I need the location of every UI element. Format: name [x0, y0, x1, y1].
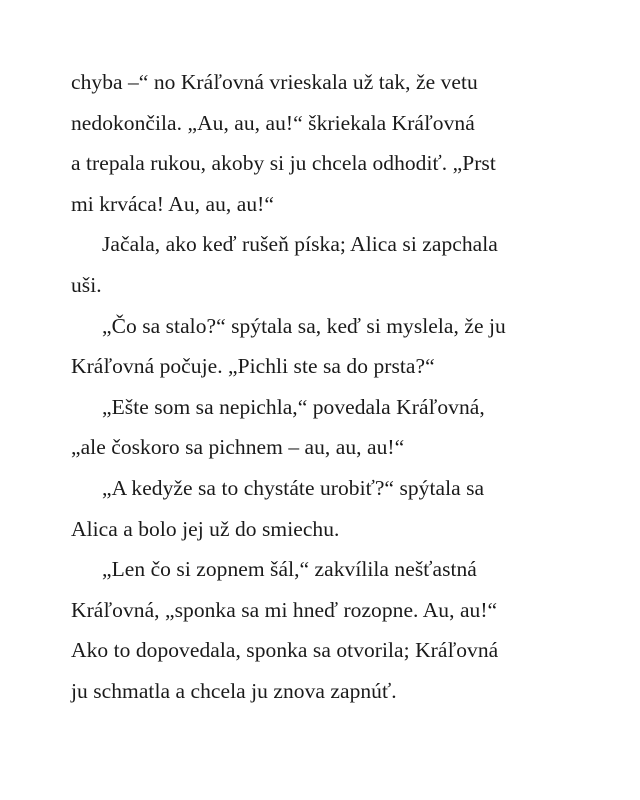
- text-line: a trepala rukou, akoby si ju chcela odhodiť. „Prst: [71, 151, 496, 176]
- text-line: chyba –“ no Kráľovná vrieskala už tak, že vetu: [71, 70, 478, 94]
- text-line: Ako to dopovedala, sponka sa otvorila; Kráľovná: [71, 638, 499, 663]
- text-line: mi krváca! Au, au, au!“: [71, 191, 274, 216]
- paragraph-start-line: Jačala, ako keď rušeň píska; Alica si zapchala: [102, 232, 498, 257]
- text-line: Alica a bolo jej už do smiechu.: [71, 516, 340, 541]
- text-line: ju schmatla a chcela ju znova zapnúť.: [71, 678, 397, 703]
- text-line: nedokončila. „Au, au, au!“ škriekala Kráľovná: [71, 110, 475, 135]
- text-line: „ale čoskoro sa pichnem – au, au, au!“: [71, 435, 405, 460]
- paragraph-start-line: „Ešte som sa nepichla,“ povedala Kráľovná,: [102, 394, 485, 419]
- text-line: Kráľovná, „sponka sa mi hneď rozopne. Au, au!“: [71, 597, 498, 622]
- page-text: [71, 62, 571, 712]
- paragraph-start-line: „Len čo si zopnem šál,“ zakvílila nešťastná: [102, 557, 477, 582]
- text-line: Kráľovná počuje. „Pichli ste sa do prsta?“: [71, 354, 435, 379]
- text-line: uši.: [71, 272, 102, 297]
- paragraph-start-line: „Čo sa stalo?“ spýtala sa, keď si myslela, že ju: [102, 313, 506, 338]
- paragraph-start-line: „A kedyže sa to chystáte urobiť?“ spýtala sa: [102, 475, 485, 500]
